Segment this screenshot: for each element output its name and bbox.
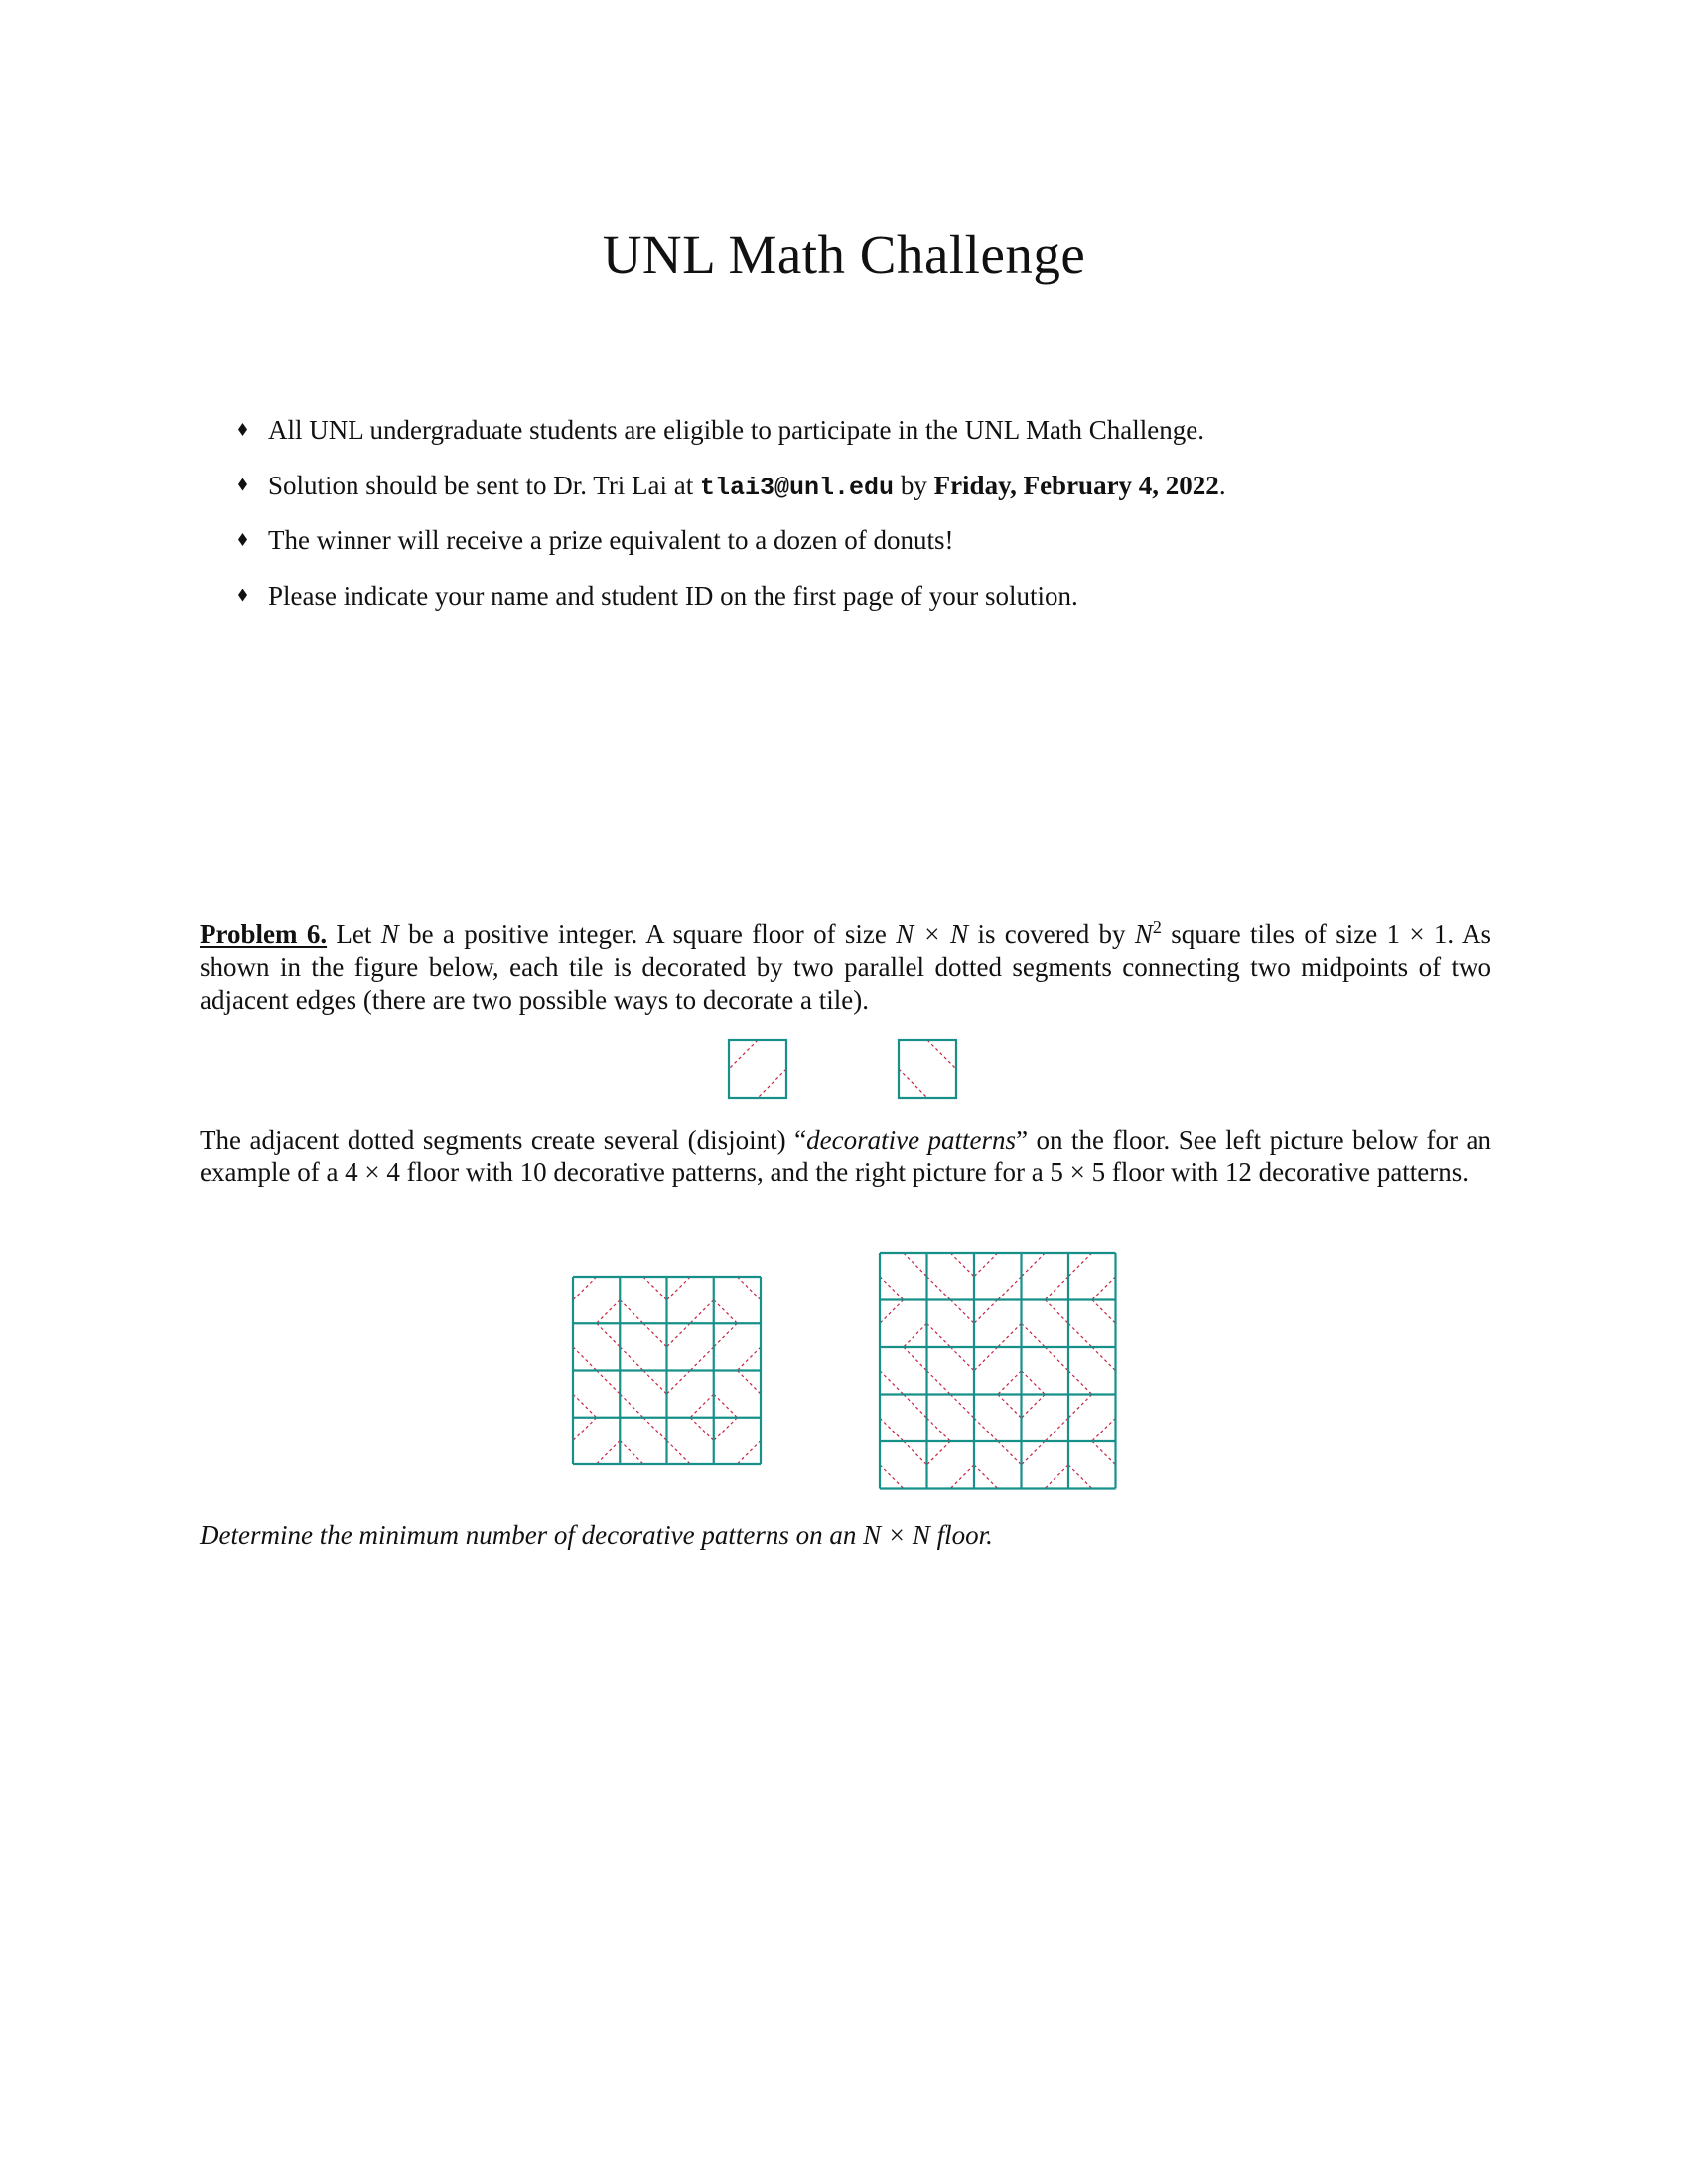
dotted-segment: [950, 1347, 974, 1371]
dotted-segment: [904, 1441, 927, 1465]
dotted-segment: [998, 1371, 1022, 1395]
floor-4x4-figure: [570, 1274, 765, 1469]
dotted-segment: [1022, 1441, 1046, 1465]
dotted-segment: [690, 1300, 714, 1324]
floor-5x5-diagram: [877, 1250, 1119, 1493]
math-expr: N × N: [896, 919, 969, 949]
dotted-segment: [667, 1371, 691, 1395]
dotted-segment: [950, 1300, 974, 1324]
dotted-segment: [597, 1440, 621, 1464]
dotted-segment: [974, 1465, 998, 1489]
dotted-segment: [974, 1418, 998, 1441]
tile-outline: [899, 1040, 956, 1098]
bullet-icon: [238, 533, 247, 546]
tile-outline: [729, 1040, 786, 1098]
dotted-segment: [714, 1323, 738, 1347]
dotted-segment: [667, 1277, 691, 1300]
dotted-segment: [1092, 1300, 1116, 1324]
dotted-segment: [690, 1347, 714, 1371]
dotted-segment: [620, 1347, 643, 1371]
paragraph-text: The adjacent dotted segments create several (disjoint) “: [200, 1125, 807, 1155]
dotted-segment: [880, 1300, 904, 1324]
rule-eligibility: [238, 415, 1226, 471]
problem-text: Let: [327, 919, 381, 949]
dotted-segment: [974, 1300, 998, 1324]
tile-types-diagram: [725, 1036, 963, 1102]
rule-text: .: [1218, 470, 1226, 500]
dotted-segment: [880, 1465, 904, 1489]
dotted-segment: [927, 1418, 951, 1441]
problem-text: is covered by: [968, 919, 1135, 949]
dotted-segment: [737, 1347, 761, 1371]
math-exponent: 2: [1152, 917, 1162, 937]
dotted-segment: [974, 1253, 998, 1277]
rule-prize: [238, 525, 1226, 581]
dotted-segment: [737, 1277, 761, 1300]
dotted-segment: [1068, 1371, 1092, 1395]
dotted-segment: [880, 1418, 904, 1441]
rule-identification: [238, 581, 1226, 636]
dotted-segment: [643, 1277, 667, 1300]
dotted-segment: [1045, 1347, 1068, 1371]
dotted-segment: [927, 1040, 956, 1069]
floor-5x5-figure: [877, 1250, 1119, 1493]
dotted-segment: [904, 1323, 927, 1347]
dotted-segment: [904, 1347, 927, 1371]
dotted-segment: [714, 1418, 738, 1441]
term-emphasis: decorative patterns: [806, 1125, 1017, 1155]
floor-4x4-diagram: [570, 1274, 765, 1469]
dotted-segment: [1022, 1395, 1046, 1419]
dotted-segment: [737, 1371, 761, 1395]
email-link[interactable]: tlai3@unl.edu: [700, 473, 895, 502]
dotted-segment: [737, 1440, 761, 1464]
patterns-explanation: [200, 1124, 1491, 1189]
dotted-segment: [597, 1323, 621, 1347]
dotted-segment: [643, 1323, 667, 1347]
dotted-segment: [880, 1277, 904, 1300]
dotted-segment: [880, 1371, 904, 1395]
dotted-segment: [758, 1069, 786, 1098]
dotted-segment: [1068, 1465, 1092, 1489]
dotted-segment: [950, 1253, 974, 1277]
dotted-segment: [904, 1253, 927, 1277]
dotted-segment: [1092, 1418, 1116, 1441]
dotted-segment: [998, 1323, 1022, 1347]
dotted-segment: [1092, 1347, 1116, 1371]
dotted-segment: [573, 1394, 597, 1418]
bullet-icon: [238, 478, 247, 491]
dotted-segment: [927, 1277, 951, 1300]
bullet-icon: [238, 589, 247, 602]
dotted-segment: [950, 1395, 974, 1419]
rule-text: by: [894, 470, 934, 500]
dotted-segment: [998, 1441, 1022, 1465]
dotted-segment: [643, 1418, 667, 1441]
dotted-segment: [597, 1300, 621, 1324]
dotted-segment: [573, 1347, 597, 1371]
dotted-segment: [1022, 1253, 1046, 1277]
paragraph-text: ” on the floor. See left picture below for an example of a 4 × 4 floor with 10 decorative patterns, and the right picture for a 5 × 5 floor with 12 decorative patterns.: [200, 1125, 1491, 1187]
dotted-segment: [573, 1277, 597, 1300]
dotted-segment: [950, 1465, 974, 1489]
dotted-segment: [573, 1418, 597, 1441]
dotted-segment: [667, 1323, 691, 1347]
dotted-segment: [1068, 1253, 1092, 1277]
dotted-segment: [1092, 1441, 1116, 1465]
dotted-segment: [1022, 1371, 1046, 1395]
dotted-segment: [1092, 1277, 1116, 1300]
problem-text: square tiles of size 1 × 1. As shown in the figure below, each tile is decorated by two parallel dotted segments connecting two midpoints of two adjacent edges (there are two possible ways to decorate a tile).: [200, 919, 1492, 1015]
math-var: N: [1134, 919, 1153, 949]
rule-text: All UNL undergraduate students are eligible to participate in the UNL Math Challenge.: [268, 415, 1204, 445]
rule-submission: [238, 471, 1226, 526]
dotted-segment: [667, 1440, 691, 1464]
rules-list: [238, 415, 1226, 635]
dotted-segment: [690, 1418, 714, 1441]
rule-text: Please indicate your name and student ID on the first page of your solution.: [268, 580, 1078, 611]
problem-label: Problem 6.: [200, 919, 328, 949]
dotted-segment: [729, 1040, 758, 1069]
page-title: UNL Math Challenge: [602, 223, 1086, 285]
dotted-segment: [690, 1394, 714, 1418]
deadline: Friday, February 4, 2022: [933, 470, 1219, 500]
dotted-segment: [1045, 1277, 1068, 1300]
dotted-segment: [620, 1440, 643, 1464]
rule-text: Solution should be sent to Dr. Tri Lai at: [268, 470, 701, 500]
dotted-segment: [620, 1300, 643, 1324]
dotted-segment: [904, 1395, 927, 1419]
dotted-segment: [927, 1323, 951, 1347]
dotted-segment: [998, 1277, 1022, 1300]
dotted-segment: [974, 1347, 998, 1371]
dotted-segment: [1068, 1395, 1092, 1419]
problem-statement: [200, 911, 1491, 1017]
dotted-segment: [597, 1371, 621, 1395]
dotted-segment: [1045, 1465, 1068, 1489]
dotted-segment: [1045, 1300, 1068, 1324]
bullet-icon: [238, 423, 247, 436]
dotted-segment: [620, 1394, 643, 1418]
dotted-segment: [643, 1371, 667, 1395]
dotted-segment: [998, 1395, 1022, 1419]
dotted-segment: [1068, 1323, 1092, 1347]
problem-question: Determine the minimum number of decorative patterns on an N × N floor.: [200, 1520, 993, 1550]
dotted-segment: [899, 1069, 927, 1098]
dotted-segment: [714, 1394, 738, 1418]
dotted-segment: [1045, 1418, 1068, 1441]
dotted-segment: [1022, 1323, 1046, 1347]
problem-text: be a positive integer. A square floor of size: [398, 919, 897, 949]
dotted-segment: [927, 1441, 951, 1465]
dotted-segment: [927, 1371, 951, 1395]
dotted-segment: [714, 1300, 738, 1324]
math-var: N: [380, 919, 399, 949]
tile-examples-figure: [725, 1036, 963, 1102]
rule-text: The winner will receive a prize equivalent to a dozen of donuts!: [268, 525, 954, 555]
